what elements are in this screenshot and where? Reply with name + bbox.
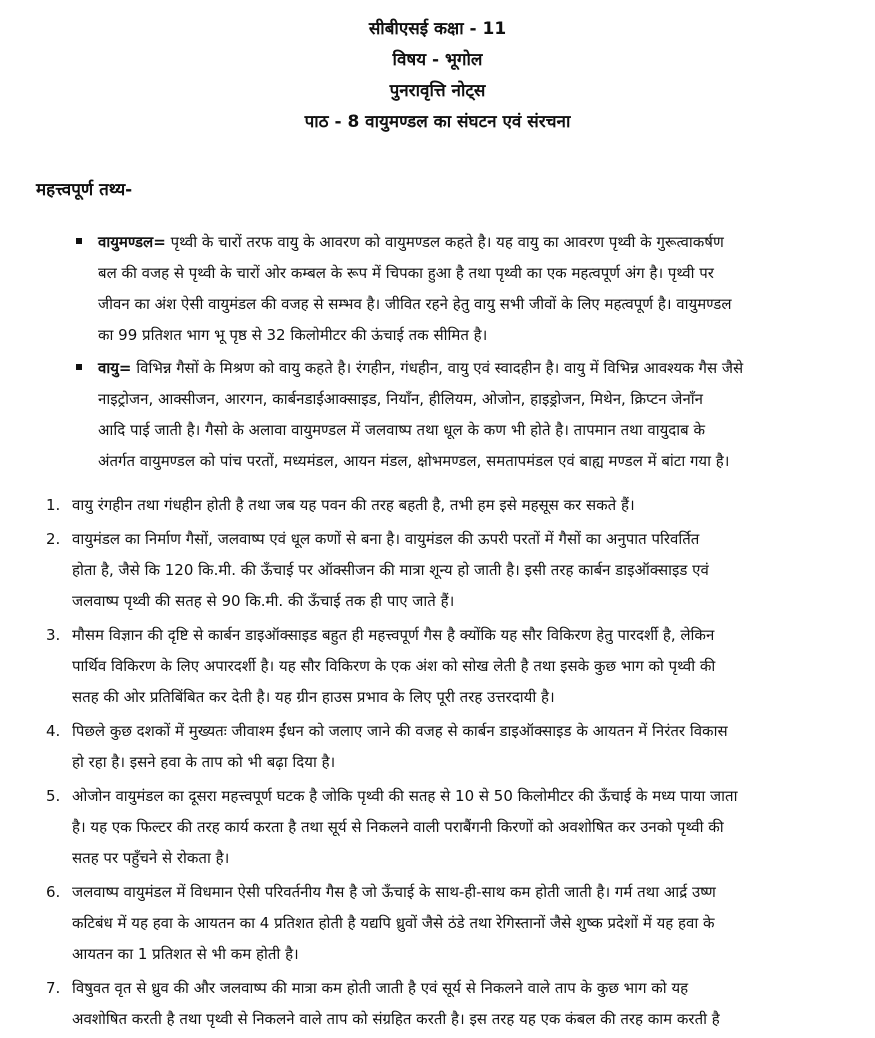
list-line: वायुमंडल का निर्माण गैसों, जलवाष्प एवं धूल कणों से बना है। वायुमंडल की ऊपरी परतों में गैसों का अनुपात परिवर्तित (72, 530, 700, 548)
list-item (46, 781, 846, 874)
bullet-list (74, 227, 834, 479)
list-line: आयतन का 1 प्रतिशत से भी कम होती है। (72, 945, 299, 963)
list-line: सतह पर पहुँचने से रोकता है। (72, 849, 230, 867)
list-line: विषुवत वृत से ध्रुव की और जलवाष्प की मात्रा कम होती जाती है एवं सूर्य से निकलने वाले ताप के कुछ भाग को यह (72, 979, 689, 997)
list-line: पिछले कुछ दशकों में मुख्यतः जीवाश्म ईंधन को जलाए जाने की वजह से कार्बन डाइऑक्साइड के आयतन में निरंतर विकास (72, 722, 728, 740)
list-line: वायु रंगहीन तथा गंधहीन होती है तथा जब यह पवन की तरह बहती है, तभी हम इसे महसूस कर सकते हैं। (72, 496, 635, 514)
bullet-line: बल की वजह से पृथ्वी के चारों ओर कम्बल के रूप में चिपका हुआ है तथा पृथ्वी का एक महत्वपूर्ण अंग है। पृथ्वी पर (98, 264, 714, 282)
list-line: जलवाष्प वायुमंडल में विधमान ऐसी परिवर्तनीय गैस है जो ऊँचाई के साथ-ही-साथ कम होती जाती है। गर्म तथा आर्द्र उष्ण (72, 883, 716, 901)
numbered-list (46, 490, 846, 1038)
list-line: कटिबंध में यह हवा के आयतन का 4 प्रतिशत होती है यद्यपि ध्रुवों जैसे ठंडे तथा रेगिस्तानों जैसे शुष्क प्रदेशों में यह हवा के (72, 914, 715, 932)
bullet-text: विभिन्न गैसों के मिश्रण को वायु कहते है। रंगहीन, गंधहीन, वायु एवं स्वादहीन है। वायु में विभिन्न आवश्यक गैस जैसे (131, 359, 744, 377)
bullet-term: वायु= (98, 359, 132, 377)
notes-heading: पुनरावृत्ति नोट्स (389, 81, 486, 101)
list-item (46, 524, 846, 617)
list-number: 3. (46, 626, 61, 644)
list-number: 4. (46, 722, 61, 740)
list-item (46, 620, 846, 713)
list-line: जलवाष्प पृथ्वी की सतह से 90 कि.मी. की ऊँचाई तक ही पाए जाते हैं। (72, 592, 455, 610)
document-header (0, 0, 875, 138)
list-item (46, 716, 846, 778)
bullet-item-air (74, 353, 834, 477)
list-number: 5. (46, 787, 61, 805)
list-item (46, 877, 846, 970)
list-item (46, 490, 846, 521)
chapter-heading: पाठ - 8 वायुमण्डल का संघटन एवं संरचना (304, 112, 571, 132)
list-line: सतह की ओर प्रतिबिंबित कर देती है। यह ग्रीन हाउस प्रभाव के लिए पूरी तरह उत्तरदायी है। (72, 688, 555, 706)
bullet-line: जीवन का अंश ऐसी वायुमंडल की वजह से सम्भव है। जीवित रहने हेतु वायु सभी जीवों के लिए महत्वपूर्ण है। वायुमण्डल (98, 295, 732, 313)
subject-heading: विषय - भूगोल (392, 50, 483, 70)
bullet-item-atmosphere (74, 227, 834, 351)
bullet-line: आदि पाई जाती है। गैसो के अलावा वायुमण्डल में जलवाष्प तथा धूल के कण भी होते है। तापमान तथा वायुदाब के (98, 421, 705, 439)
list-number: 6. (46, 883, 61, 901)
list-line: है। यह एक फिल्टर की तरह कार्य करता है तथा सूर्य से निकलने वाली पराबैंगनी किरणों को अवशोषित कर उनको पृथ्वी की (72, 818, 724, 836)
list-item (46, 973, 846, 1035)
list-line: ओजोन वायुमंडल का दूसरा महत्त्वपूर्ण घटक है जोकि पृथ्वी की सतह से 10 से 50 किलोमीटर की ऊँचाई के मध्य पाया जाता (72, 787, 738, 805)
bullet-line (98, 353, 834, 384)
bullet-line: नाइट्रोजन, आक्सीजन, आरगन, कार्बनडाईआक्साइड, नियाँन, हीलियम, ओजोन, हाइड्रोजन, मिथेन, क्रिप्टन जेनाँन (98, 390, 703, 408)
class-heading: सीबीएसई कक्षा - 11 (368, 19, 507, 39)
bullet-line: अंतर्गत वायुमण्डल को पांच परतों, मध्यमंडल, आयन मंडल, क्षोभमण्डल, समतापमंडल एवं बाह्य मण्डल में बांटा गया है। (98, 452, 730, 470)
list-line: होता है, जैसे कि 120 कि.मी. की ऊँचाई पर ऑक्सीजन की मात्रा शून्य हो जाती है। इसी तरह कार्बन डाइऑक्साइड एवं (72, 561, 709, 579)
bullet-line (98, 227, 834, 258)
section-title: महत्त्वपूर्ण तथ्य- (36, 180, 133, 200)
list-number: 7. (46, 979, 61, 997)
list-line: मौसम विज्ञान की दृष्टि से कार्बन डाइऑक्साइड बहुत ही महत्त्वपूर्ण गैस है क्योंकि यह सौर विकिरण हेतु पारदर्शी है, लेकिन (72, 626, 715, 644)
bullet-term: वायुमण्डल= (98, 233, 166, 251)
list-line: पार्थिव विकिरण के लिए अपारदर्शी है। यह सौर विकिरण के एक अंश को सोख लेती है तथा इसके कुछ भाग को पृथ्वी की (72, 657, 716, 675)
list-number: 2. (46, 530, 61, 548)
list-line: अवशोषित करती है तथा पृथ्वी से निकलने वाले ताप को संग्रहित करती है। इस तरह यह एक कंबल की तरह काम करती है (72, 1010, 720, 1028)
bullet-line: का 99 प्रतिशत भाग भू पृष्ठ से 32 किलोमीटर की ऊंचाई तक सीमित है। (98, 326, 488, 344)
bullet-text: पृथ्वी के चारों तरफ वायु के आवरण को वायुमण्डल कहते है। यह वायु का आवरण पृथ्वी के गुरूत्वाकर्षण (165, 233, 724, 251)
list-line: हो रहा है। इसने हवा के ताप को भी बढ़ा दिया है। (72, 753, 336, 771)
list-number: 1. (46, 496, 61, 514)
